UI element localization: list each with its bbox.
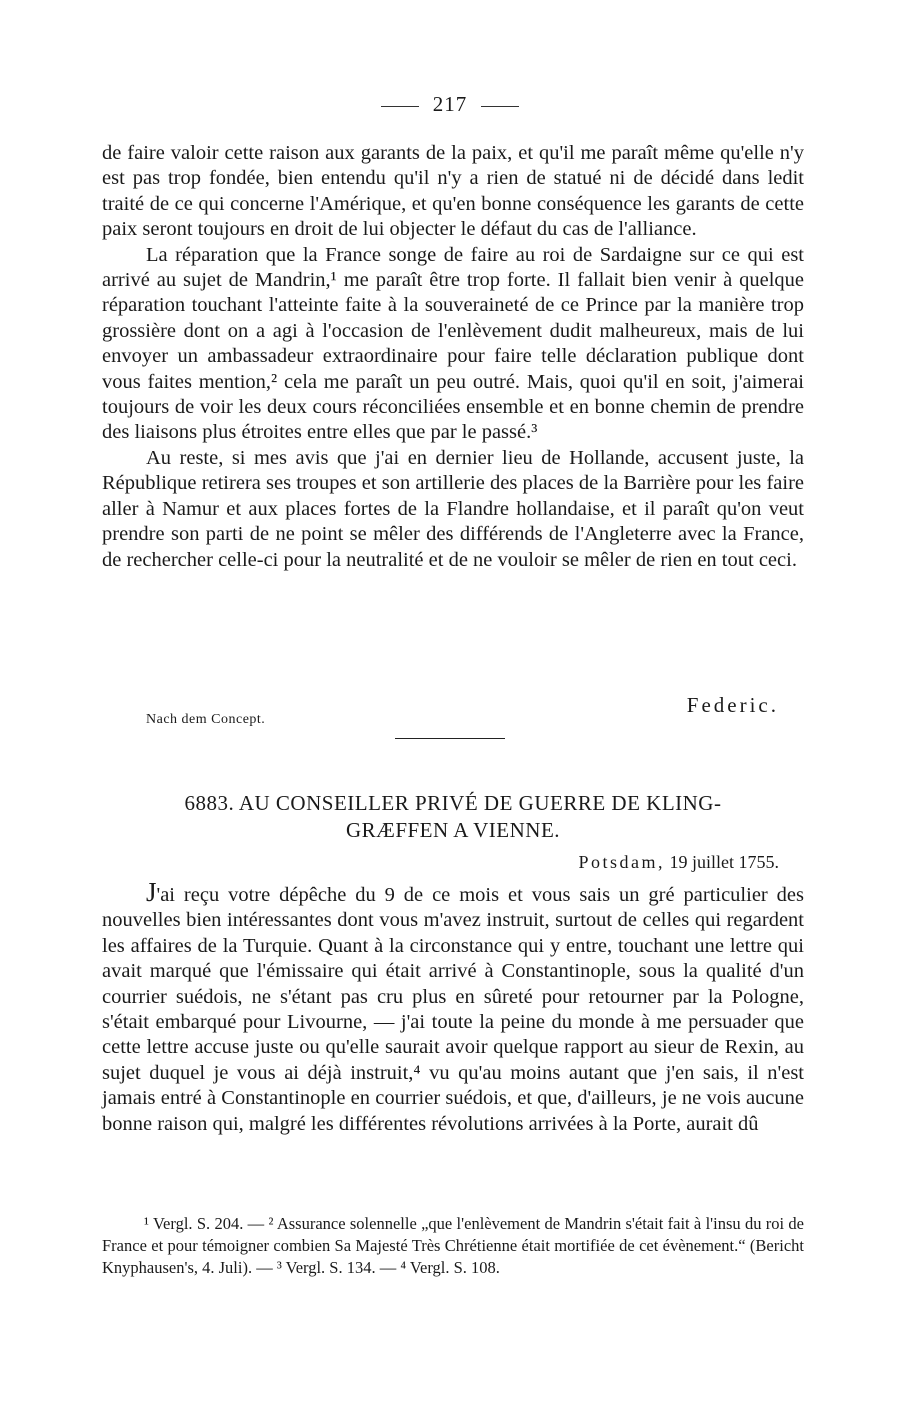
signature: Federic. xyxy=(686,693,779,717)
letter-text xyxy=(102,877,804,1137)
paragraph-sardaigne: La réparation que la France songe de faire au roi de Sardaigne sur ce qui est arrivé au sujet de Mandrin,¹ me paraît être trop forte. Il fallait bien venir à quelque réparation touchant l'atteinte faite à la souveraineté de ce Prince par la manière trop grossière dont on a agi à l'occasion de l'enlèvement dudit malheureux, mais de lui envoyer un ambassadeur extraordinaire pour faire telle déclaration publique dont vous faites mention,² cela me paraît un peu outré. Mais, quoi qu'il en soit, j'aimerai toujours de voir les deux cours réconciliées ensemble et en bonne chemin de prendre des liaisons plus étroites entre elles que par le passé.³ xyxy=(102,243,804,444)
letter-heading-line-1: 6883. AU CONSEILLER PRIVÉ DE GUERRE DE KLING- xyxy=(184,791,722,815)
letter-body: 'ai reçu votre dépêche du 9 de ce mois et vous sais un gré particulier des nouvelles bien intéressantes dont vous m'avez instruit, surtout de celles qui regardent les affaires de la Turquie. Quant à la circonstance qui y entre, touchant une lettre qui avait marqué que l'émissaire qui était arrivé à Constantinople, sous la qualité d'un courrier suédois, ne s'étant pas cru plus en sûreté pour retourner par la Pologne, s'était embarqué pour Livourne, — j'ai toute la peine du monde à me persuader que cette lettre accuse juste ou qu'elle saurait avoir quelque rapport au sieur de Rexin, au sujet duquel je vous ai déjà instruit,⁴ vu qu'au moins autant que j'en sais, il n'est jamais entré à Constantinople en courrier suédois, et que, d'ailleurs, je ne vois aucune bonne raison qui, malgré les différentes révolutions arrivées à la Porte, aurait dû xyxy=(102,884,804,1135)
dateline-place: Potsdam, xyxy=(578,852,665,872)
footnotes-text: ¹ Vergl. S. 204. — ² Assurance solennelle „que l'enlèvement de Mandrin s'était fait à l'insu du roi de France et pour témoigner combien Sa Majesté Très Chrétienne était mortifiée de cet évènement.“ (Bericht Knyphausen's, 4. Juli). — ³ Vergl. S. 134. — ⁴ Vergl. S. 108. xyxy=(102,1214,804,1277)
dateline-date: 19 juillet 1755. xyxy=(669,852,779,872)
paragraph-hollande: Au reste, si mes avis que j'ai en dernier lieu de Hollande, accusent juste, la République retirera ses troupes et son artillerie des places de la Barrière pour les faire aller à Namur et aux places fortes de la Flandre hollandaise, et il paraît qu'on veut prendre son parti de ne point se mêler des différends de l'Angleterre avec la France, de rechercher celle-ci pour la neutralité et de ne vouloir se mêler de rien en tout ceci. xyxy=(102,446,804,571)
letter-heading-line-2: GRÆFFEN A VIENNE. xyxy=(345,818,561,842)
letter-dropcap: J xyxy=(146,877,157,907)
paragraph-continuation: de faire valoir cette raison aux garants de la paix, et qu'il me paraît même qu'elle n'y est pas trop fondée, bien entendu qu'il n'y a rien de statué ni de décidé dans ledit traité de ce qui concerne l'Amérique, et qu'en bonne conséquence les garants de cette paix seront toujours en droit de lui objecter le défaut du cas de l'alliance. xyxy=(102,142,804,241)
page-number xyxy=(0,92,900,117)
footnotes xyxy=(102,1213,804,1279)
page-number-dash-left xyxy=(381,106,419,107)
page-number-text: 217 xyxy=(432,92,468,116)
dateline xyxy=(0,852,779,873)
page-number-dash-right xyxy=(481,106,519,107)
section-separator xyxy=(395,738,505,739)
source-note: Nach dem Concept. xyxy=(146,712,266,727)
letter-paragraph xyxy=(102,877,804,1137)
body-text-top xyxy=(102,141,804,573)
letter-heading xyxy=(102,790,804,844)
